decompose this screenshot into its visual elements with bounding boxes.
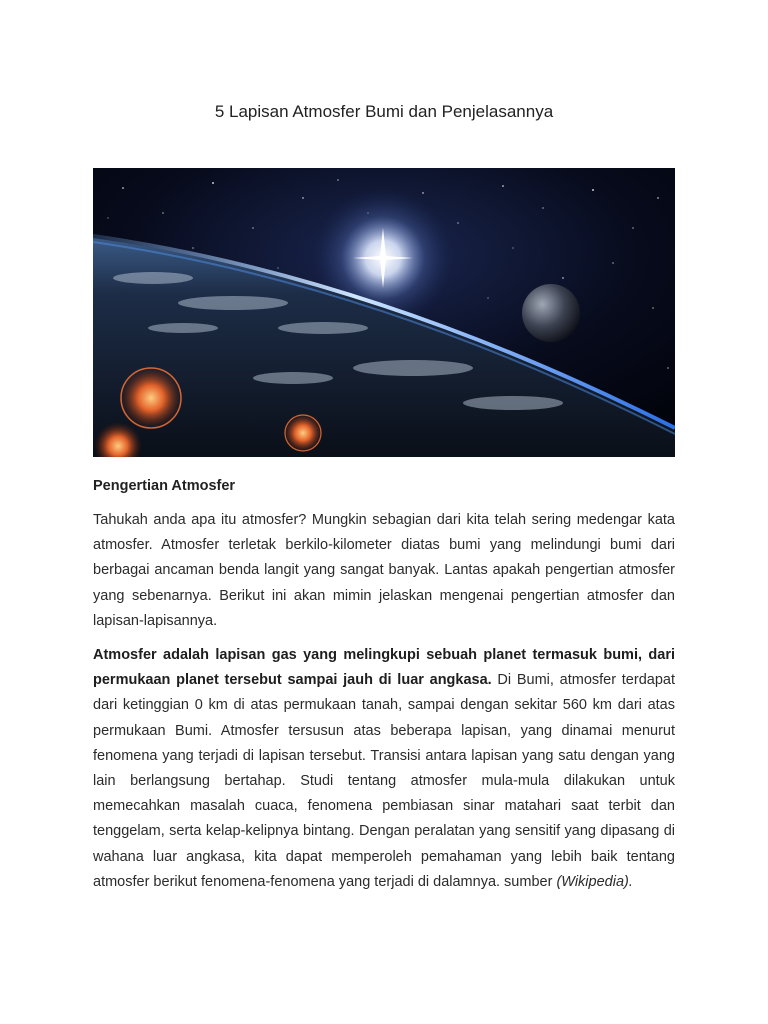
space-earth-illustration xyxy=(93,168,675,457)
definition-body: Di Bumi, atmosfer terdapat dari ketinggian 0 km di atas permukaan tanah, sampai dengan sekitar 560 km dari atas permukaan Bumi. Atmosfer tersusun atas beberapa lapisan, yang dinamai menurut fenomena yang terjadi di lapisan tersebut. Transisi antara lapisan yang satu dengan yang lain berlangsung bertahap. Studi tentang atmosfer mula-mula dilakukan untuk memecahkan masalah cuaca, fenomena pembiasan sinar matahari saat terbit dan tenggelam, serta kelap-kelipnya bintang. Dengan peralatan yang sensitif yang dipasang di wahana luar angkasa, kita dapat memperoleh pemahaman yang lebih baik tentang atmosfer berikut fenomena-fenomena yang terjadi di dalamnya. sumber xyxy=(93,672,675,890)
paragraph-definition xyxy=(93,643,675,895)
page-title: 5 Lapisan Atmosfer Bumi dan Penjelasannya xyxy=(214,102,554,121)
section-heading: Pengertian Atmosfer xyxy=(93,478,236,494)
hero-image xyxy=(93,168,675,457)
source-citation: (Wikipedia). xyxy=(556,873,633,890)
paragraph-intro: Tahukah anda apa itu atmosfer? Mungkin sebagian dari kita telah sering medengar kata atmosfer. Atmosfer terletak berkilo-kilometer diatas bumi yang melindungi bumi dari berbagai ancaman benda langit yang sangat banyak. Lantas apakah pengertian atmosfer yang sebenarnya. Berikut ini akan mimin jelaskan mengenai pengertian atmosfer dan lapisan-lapisannya. xyxy=(93,512,675,629)
definition-bold-lead: Atmosfer adalah lapisan gas yang melingkupi sebuah planet termasuk bumi, dari permukaan planet tersebut sampai jauh di luar angkasa. xyxy=(93,647,675,689)
